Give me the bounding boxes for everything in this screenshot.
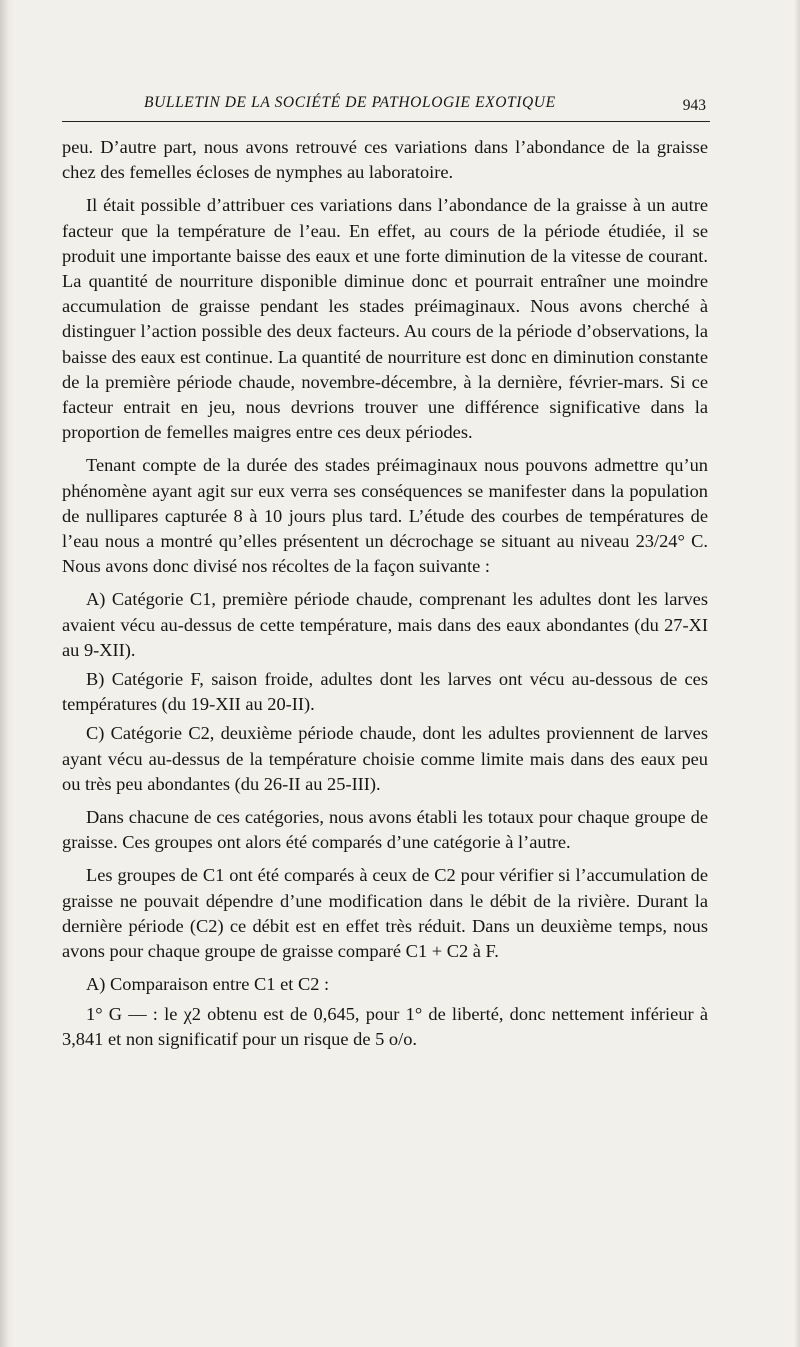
category-c2-item: C) Catégorie C2, deuxième période chaude, dont les adultes proviennent de larves ayant vécu au-dessus de la température choisie comme limite mais dans des eaux peu ou très peu abondantes (du 26-II au 25-III). bbox=[62, 723, 708, 794]
category-c1-item: A) Catégorie C1, première période chaude, comprenant les adultes dont les larves avaient vécu au-dessus de cette température, mais dans des eaux abondantes (du 27-XI au 9-XII). bbox=[62, 589, 708, 660]
page-gutter-shadow bbox=[0, 0, 14, 1347]
paragraph-totals: Dans chacune de ces catégories, nous avons établi les totaux pour chaque groupe de graisse. Ces groupes ont alors été comparés d’une catégorie à l’autre. bbox=[62, 807, 708, 853]
category-f-item: B) Catégorie F, saison froide, adultes dont les larves ont vécu au-dessous de ces températures (du 19-XII au 20-II). bbox=[62, 669, 708, 715]
header-rule bbox=[62, 121, 710, 122]
paragraph-alternative-factor: Il était possible d’attribuer ces variations dans l’abondance de la graisse à un autre facteur que la température de l’eau. En effet, au cours de la période étudiée, il se produit une importante baisse des eaux et une forte diminution de la vitesse de courant. La quantité de nourriture disponible diminue donc et pourrait entraîner une moindre accumulation de graisse pendant les stades préimaginaux. Nous avons cherché à distinguer l’action possible des deux facteurs. Au cours de la période d’observations, la baisse des eaux est continue. La quantité de nourriture est donc en diminution constante de la première période chaude, novembre-décembre, à la dernière, février-mars. Si ce facteur entrait en jeu, nous devrions trouver une différence significative dans la proportion de femelles maigres entre ces deux périodes. bbox=[62, 195, 708, 443]
running-head: BULLETIN DE LA SOCIÉTÉ DE PATHOLOGIE EXOTIQUE bbox=[144, 94, 556, 111]
page-edge bbox=[794, 0, 800, 1347]
page-header bbox=[62, 90, 710, 120]
paragraph-continuation: peu. D’autre part, nous avons retrouvé ces variations dans l’abondance de la graisse chez des femelles écloses de nymphes au laboratoire. bbox=[62, 137, 708, 183]
body-text bbox=[62, 135, 708, 1060]
chi-square-result: 1° G — : le χ2 obtenu est de 0,645, pour 1° de liberté, donc nettement inférieur à 3,841 et non significatif pour un risque de 5 o/o. bbox=[62, 1003, 708, 1049]
page-number: 943 bbox=[682, 97, 706, 114]
comparison-heading: A) Comparaison entre C1 et C2 : bbox=[86, 974, 330, 995]
paragraph-preimaginal-stages: Tenant compte de la durée des stades préimaginaux nous pouvons admettre qu’un phénomène ayant agit sur eux verra ses conséquences se manifester dans la population de nullipares capturée 8 à 10 jours plus tard. L’étude des courbes de températures de l’eau nous a montré qu’elles présentent un décrochage se situant au niveau 23/24° C. Nous avons donc divisé nos récoltes de la façon suivante : bbox=[62, 455, 708, 577]
paragraph-comparisons: Les groupes de C1 ont été comparés à ceux de C2 pour vérifier si l’accumulation de graisse ne pouvait dépendre d’une modification dans le débit de la rivière. Durant la dernière période (C2) ce débit est en effet très réduit. Dans un deuxième temps, nous avons pour chaque groupe de graisse comparé C1 + C2 à F. bbox=[62, 865, 708, 962]
